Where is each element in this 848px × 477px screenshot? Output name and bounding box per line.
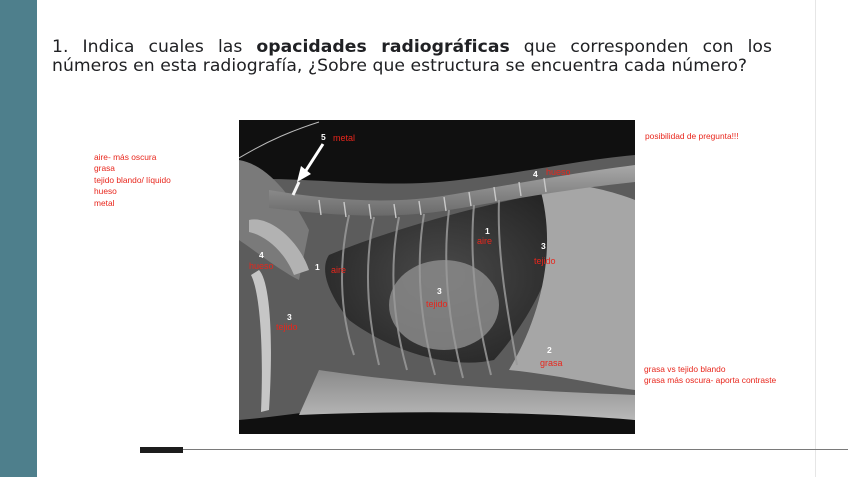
footer-accent-block — [140, 447, 183, 453]
marker-label: tejido — [276, 322, 298, 332]
marker-label: metal — [333, 133, 356, 143]
marker-number: 3 — [437, 286, 442, 296]
marker-number: 3 — [287, 312, 292, 322]
question-bold-term: opacidades radiográficas — [256, 37, 510, 57]
legend-item: tejido blando/ líquido — [94, 174, 171, 185]
exam-note: posibilidad de pregunta!!! — [645, 131, 739, 141]
question-text: 1. Indica cuales las opacidades radiográficas que corresponden con los números en esta radiografía, ¿Sobre que estructura se encuentra cada número? — [52, 37, 773, 76]
marker-number: 1 — [485, 226, 490, 236]
accent-sidebar-bar — [0, 0, 37, 477]
marker-number: 5 — [321, 132, 326, 142]
marker-label: hueso — [249, 261, 274, 271]
marker-label: aire — [331, 265, 347, 275]
marker-label: tejido — [426, 299, 448, 309]
marker-number: 3 — [541, 241, 546, 251]
opacity-legend — [94, 152, 171, 209]
marker-number: 4 — [533, 169, 538, 179]
marker-label: hueso — [546, 167, 571, 177]
radiograph-drawing — [239, 120, 635, 434]
legend-item: metal — [94, 197, 115, 208]
footer-rule — [140, 449, 848, 450]
contrast-note: grasa vs tejido blando grasa más oscura- aporta contraste — [644, 364, 777, 385]
marker-number: 2 — [547, 345, 552, 355]
marker-label: aire — [477, 236, 493, 246]
legend-item: hueso — [94, 186, 117, 197]
right-margin-rule — [815, 0, 816, 477]
marker-label: tejido — [534, 256, 556, 266]
radiograph-image — [239, 120, 635, 434]
marker-number: 4 — [259, 250, 264, 260]
marker-number: 1 — [315, 262, 320, 272]
legend-item: aire- más oscura — [94, 152, 157, 162]
legend-item: grasa — [94, 163, 115, 174]
marker-label: grasa — [540, 358, 563, 368]
